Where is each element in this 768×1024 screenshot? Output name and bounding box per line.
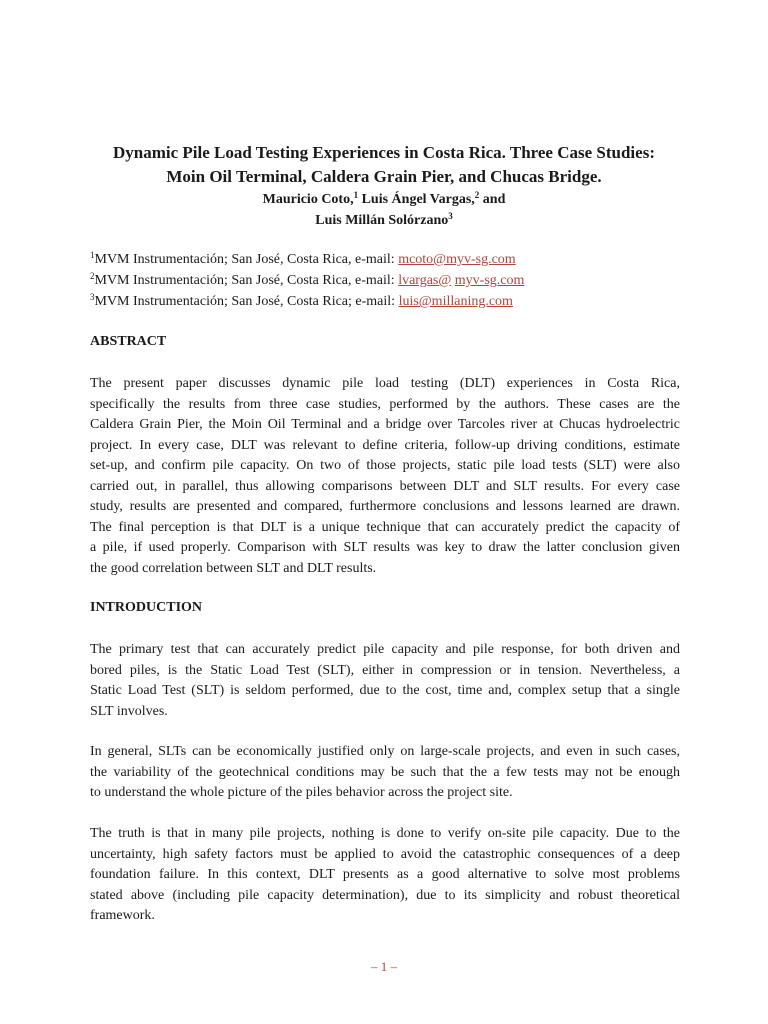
text-line: The present paper discusses dynamic pile load testing (DLT) experiences in Costa Rica, — [90, 376, 680, 391]
author-name: Luis Ángel Vargas, — [358, 192, 475, 207]
text-line: study, results are presented and compared, furthermore conclusions and lessons learned are drawn. — [90, 499, 680, 514]
abstract-paragraph — [90, 374, 680, 579]
affiliation-marker: 2 — [90, 271, 95, 281]
email-link[interactable]: mcoto@myv-sg.com — [398, 252, 516, 267]
introduction-heading: INTRODUCTION — [90, 600, 203, 615]
text-line: carried out, in parallel, thus allowing comparisons between DLT and SLT results. For every case — [90, 478, 680, 494]
affiliation-marker: 1 — [353, 190, 359, 200]
email-link[interactable]: luis@millaning.com — [398, 294, 513, 309]
affiliation-marker: 1 — [90, 250, 95, 260]
text-line: the variability of the geotechnical conditions may be such that the a few tests may not be enough — [90, 764, 680, 780]
paper-title — [60, 141, 708, 189]
text-line: a pile, if used properly. Comparison with SLT results was key to draw the latter conclusion given — [90, 540, 680, 555]
author-list — [60, 189, 708, 231]
text-line: bored piles, is the Static Load Test (SLT), either in compression or in tension. Nevertheless, a — [90, 662, 680, 678]
text-line: project. In every case, DLT was relevant to define criteria, follow-up driving conditions, estimate — [90, 437, 680, 453]
text-line: stated above (including pile capacity determination), due to its simplicity and robust theoretical — [90, 887, 680, 903]
email-link[interactable]: lvargas@ — [398, 273, 452, 288]
author-line-1 — [60, 189, 708, 210]
text-line: framework. — [90, 908, 155, 923]
affiliation-item — [90, 249, 524, 270]
affiliation-text: MVM Instrumentación; San José, Costa Rica, e-mail: — [94, 252, 399, 267]
text-line: The truth is that in many pile projects, nothing is done to verify on-site pile capacity. Due to the — [90, 826, 680, 841]
affiliation-item — [90, 270, 524, 291]
affiliation-item — [90, 291, 524, 312]
text-line: the good correlation between SLT and DLT results. — [90, 560, 377, 576]
text-line: to understand the whole picture of the piles behavior across the project site. — [90, 785, 513, 800]
title-line-1: Dynamic Pile Load Testing Experiences in Costa Rica. Three Case Studies: — [113, 143, 655, 162]
text-line: set-up, and confirm pile capacity. On two of those projects, static pile load tests (SLT) were also — [90, 458, 680, 473]
text-line: foundation failure. In this context, DLT presents as a good alternative to solve most problems — [90, 867, 680, 882]
title-line-2: Moin Oil Terminal, Caldera Grain Pier, and Chucas Bridge. — [166, 167, 602, 186]
text-line: Static Load Test (SLT) is seldom performed, due to the cost, time and, complex setup that a single — [90, 683, 680, 698]
affiliation-text: MVM Instrumentación; San José, Costa Rica, e-mail: — [94, 273, 399, 288]
text-line: uncertainty, high safety factors must be applied to avoid the catastrophic consequences of a deep — [90, 846, 680, 862]
text-line: specifically the results from three case studies, performed by the authors. These cases are the — [90, 396, 680, 412]
text-line: The final perception is that DLT is a unique technique that can accurately predict the capacity of — [90, 519, 680, 535]
abstract-heading: ABSTRACT — [90, 334, 167, 349]
author-joiner: and — [479, 192, 506, 207]
affiliation-list — [90, 249, 524, 312]
email-link[interactable]: myv-sg.com — [454, 273, 525, 288]
text-line: The primary test that can accurately predict pile capacity and pile response, for both driven and — [90, 642, 680, 657]
affiliation-marker: 3 — [448, 211, 453, 221]
affiliation-text: MVM Instrumentación; San José, Costa Rica; e-mail: — [94, 294, 399, 309]
introduction-paragraph-2 — [90, 742, 680, 804]
page-number: – 1 – — [371, 959, 397, 974]
affiliation-marker: 2 — [474, 190, 480, 200]
affiliation-marker: 3 — [90, 292, 95, 302]
introduction-paragraph-1 — [90, 640, 680, 722]
author-name: Luis Millán Solórzano — [315, 213, 449, 228]
author-name: Mauricio Coto, — [262, 192, 354, 207]
text-line: Caldera Grain Pier, the Moin Oil Terminal and a bridge over Tarcoles river at Chucas hydroelectric — [90, 417, 680, 432]
introduction-paragraph-3 — [90, 824, 680, 927]
text-line: SLT involves. — [90, 703, 168, 719]
text-line: In general, SLTs can be economically justified only on large-scale projects, and even in such cases, — [90, 744, 680, 759]
author-line-2 — [60, 210, 708, 231]
